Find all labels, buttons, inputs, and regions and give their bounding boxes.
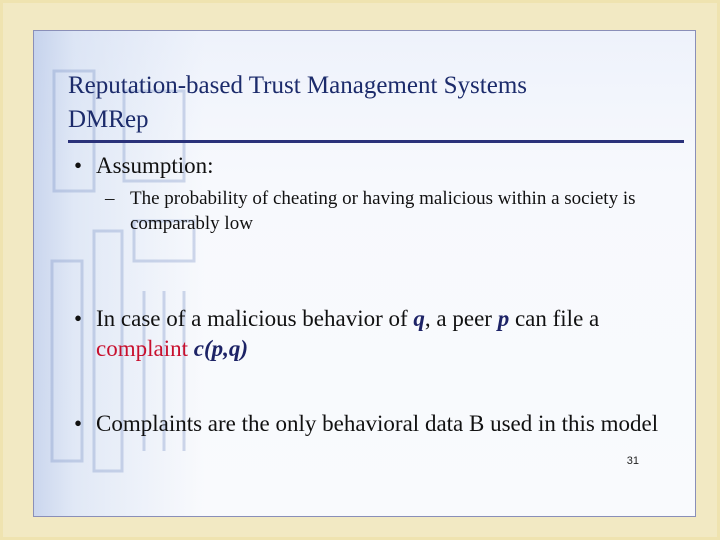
text-segment: , a peer [424,306,498,331]
dash-glyph: – [105,188,115,209]
variable-p: p [497,306,510,331]
bullet-complaints-data [74,409,674,439]
page-number: 31 [626,455,639,467]
bullet-assumption [74,151,214,181]
bullet-text: Assumption: [96,153,214,178]
bullet-text [96,304,674,364]
slide-title: Reputation-based Trust Management Systems DMRep [68,72,527,133]
bullet-glyph: • [74,306,83,331]
slide [33,30,696,517]
text-segment: can file a [509,306,600,331]
complaint-term: complaint [96,336,188,361]
complaint-function: c(p,q) [193,336,249,361]
title-divider [68,140,684,143]
variable-q: q [413,306,425,331]
bullet-malicious-behavior [74,304,674,364]
bullet-glyph: • [74,153,83,178]
bullet-text: Complaints are the only behavioral data B used in this model [96,411,659,436]
text-segment: In case of a malicious behavior of [96,306,414,331]
bullet-glyph: • [74,411,83,436]
sub-bullet-text: The probability of cheating or having malicious within a society is comparably low [130,188,636,234]
sub-bullet-probability [105,186,650,236]
